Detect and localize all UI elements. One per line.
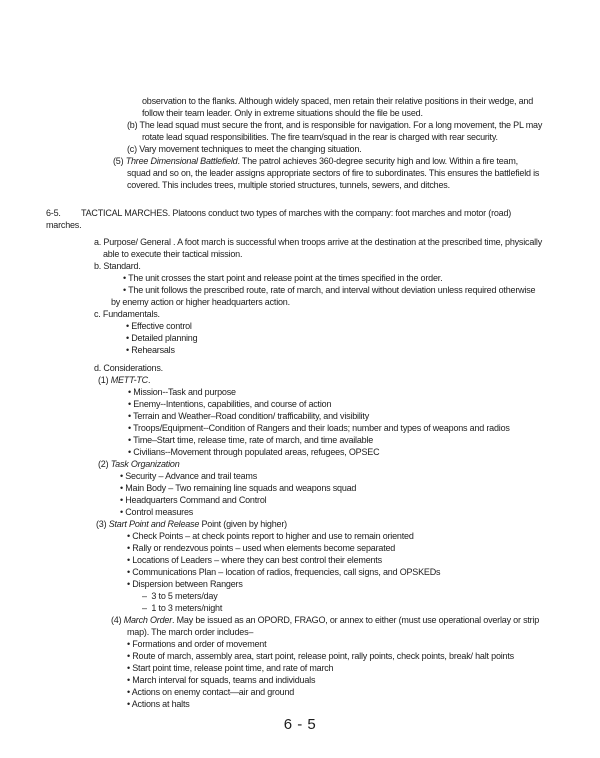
item-5-three-dimensional-line xyxy=(0,179,600,191)
text-segment: (4) xyxy=(111,615,124,625)
mett-tc-bullet-line xyxy=(0,398,600,410)
text-segment: rotate lead squad responsibilities. The fire team/squad in the rear is charged with rear security. xyxy=(142,132,498,142)
text-segment: covered. This includes trees, multiple storied structures, tunnels, sewers, and ditches. xyxy=(127,180,450,190)
start-release-bullet-line xyxy=(0,578,600,590)
text-segment: Three Dimensional Battlefield xyxy=(125,156,238,166)
text-segment: • Troops/Equipment--Condition of Rangers and their loads; number and types of weapons and radios xyxy=(128,423,510,433)
text-segment: • Mission--Task and purpose xyxy=(128,387,236,397)
text-segment: • March interval for squads, teams and individuals xyxy=(127,675,316,685)
text-segment: observation to the flanks. Although widely spaced, men retain their relative positions in their wedge, and xyxy=(142,96,534,106)
text-segment: • The unit follows the prescribed route, rate of march, and interval without deviation unless required otherwise xyxy=(123,285,536,295)
start-release-bullet-line xyxy=(0,542,600,554)
march-order-bullet-line xyxy=(0,674,600,686)
text-segment: marches. xyxy=(46,220,82,230)
text-segment: a. Purpose/ General . A foot march is successful when troops arrive at the destination at the prescribed time, physically xyxy=(94,237,543,247)
text-segment: • Terrain and Weather–Road condition/ trafficability, and visibility xyxy=(128,411,370,421)
start-release-bullet-line xyxy=(0,530,600,542)
text-segment: (2) xyxy=(98,459,111,469)
start-release-bullet-line xyxy=(0,566,600,578)
text-segment: Task Organization xyxy=(110,459,180,469)
item-c-fundamentals-line xyxy=(0,308,600,320)
text-segment: • Check Points – at check points report to higher and use to remain oriented xyxy=(127,531,414,541)
text-segment: • Rally or rendezvous points – used when elements become separated xyxy=(127,543,396,553)
continued-paragraph-line xyxy=(0,95,600,107)
item-4-march-order-line xyxy=(0,626,600,638)
text-segment: • Control measures xyxy=(120,507,194,517)
fundamentals-bullet-line xyxy=(0,320,600,332)
fundamentals-bullet-line xyxy=(0,344,600,356)
text-segment: (3) xyxy=(96,519,109,529)
task-org-bullet-line xyxy=(0,506,600,518)
standard-bullet-line xyxy=(0,284,600,296)
item-2-task-organization-line xyxy=(0,458,600,470)
item-5-three-dimensional-line xyxy=(0,167,600,179)
text-segment: • Time–Start time, release time, rate of march, and time available xyxy=(128,435,374,445)
text-segment: able to execute their tactical mission. xyxy=(103,249,243,259)
task-org-bullet-line xyxy=(0,494,600,506)
item-a-purpose-line xyxy=(0,236,600,248)
march-order-bullet-line xyxy=(0,662,600,674)
subitem-b-line xyxy=(0,131,600,143)
text-segment: March Order xyxy=(123,615,173,625)
text-segment: • Enemy--Intentions, capabilities, and course of action xyxy=(128,399,332,409)
text-segment: • Main Body – Two remaining line squads and weapons squad xyxy=(120,483,357,493)
continued-paragraph-line xyxy=(0,107,600,119)
mett-tc-bullet-line xyxy=(0,434,600,446)
item-1-mett-tc-line xyxy=(0,374,600,386)
text-segment: • Actions on enemy contact—air and ground xyxy=(127,687,295,697)
text-segment: map). The march order includes– xyxy=(127,627,254,637)
dispersion-sub-line xyxy=(0,590,600,602)
text-segment: • Detailed planning xyxy=(126,333,198,343)
text-segment: by enemy action or higher headquarters action. xyxy=(111,297,290,307)
text-segment: • Actions at halts xyxy=(127,699,190,709)
text-segment: • Start point time, release point time, and rate of march xyxy=(127,663,334,673)
text-segment: • Civilians--Movement through populated areas, refugees, OPSEC xyxy=(128,447,380,457)
text-segment: . May be issued as an OPORD, FRAGO, or annex to either (must use operational overlay or strip xyxy=(172,615,540,625)
start-release-bullet-line xyxy=(0,554,600,566)
text-segment: (5) xyxy=(113,156,126,166)
text-segment: – 3 to 5 meters/day xyxy=(142,591,218,601)
section-6-5-heading-line xyxy=(0,219,600,231)
item-4-march-order-line xyxy=(0,614,600,626)
text-segment: • Rehearsals xyxy=(126,345,175,355)
text-segment: • Headquarters Command and Control xyxy=(120,495,267,505)
subitem-b-line xyxy=(0,119,600,131)
march-order-bullet-line xyxy=(0,686,600,698)
item-b-standard-line xyxy=(0,260,600,272)
mett-tc-bullet-line xyxy=(0,422,600,434)
text-segment: . The patrol achieves 360-degree security high and low. Within a fire team, xyxy=(237,156,518,166)
text-segment: • The unit crosses the start point and release point at the times specified in the order. xyxy=(123,273,443,283)
march-order-bullet-line xyxy=(0,698,600,710)
fundamentals-bullet-line xyxy=(0,332,600,344)
text-segment: (b) The lead squad must secure the front, and is responsible for navigation. For a long movement, the PL may xyxy=(127,120,543,130)
text-segment: • Locations of Leaders – where they can best control their elements xyxy=(127,555,382,565)
section-6-5-heading-line xyxy=(0,207,600,219)
text-segment: . xyxy=(147,375,151,385)
dispersion-sub-line xyxy=(0,602,600,614)
text-segment: TACTICAL MARCHES. Platoons conduct two types of marches with the company: foot marches and motor (road) xyxy=(81,208,512,218)
text-segment: • Dispersion between Rangers xyxy=(127,579,243,589)
text-segment: • Formations and order of movement xyxy=(127,639,267,649)
text-segment: • Communications Plan – location of radios, frequencies, call signs, and OPSKEDs xyxy=(127,567,441,577)
item-a-purpose-line xyxy=(0,248,600,260)
task-org-bullet-line xyxy=(0,470,600,482)
text-segment: b. Standard. xyxy=(94,261,141,271)
page-number: 6 - 5 xyxy=(283,716,317,733)
mett-tc-bullet-line xyxy=(0,446,600,458)
text-segment: • Security – Advance and trail teams xyxy=(120,471,258,481)
text-segment: d. Considerations. xyxy=(94,363,163,373)
text-segment: c. Fundamentals. xyxy=(94,309,160,319)
standard-bullet-line xyxy=(0,296,600,308)
march-order-bullet-line xyxy=(0,638,600,650)
item-3-start-release-line xyxy=(0,518,600,530)
task-org-bullet-line xyxy=(0,482,600,494)
text-segment: (1) xyxy=(98,375,111,385)
mett-tc-bullet-line xyxy=(0,386,600,398)
item-5-three-dimensional-line xyxy=(0,155,600,167)
text-segment: squad and so on, the leader assigns appropriate sectors of fire to subordinates. This ensures the battlefield is xyxy=(127,168,540,178)
text-segment: Point (given by higher) xyxy=(199,519,287,529)
text-segment: – 1 to 3 meters/night xyxy=(142,603,223,613)
text-segment: 6-5. xyxy=(46,208,61,218)
text-segment: follow their team leader. Only in extreme situations should the file be used. xyxy=(142,108,423,118)
march-order-bullet-line xyxy=(0,650,600,662)
text-segment: • Effective control xyxy=(126,321,192,331)
item-d-considerations-line xyxy=(0,362,600,374)
standard-bullet-line xyxy=(0,272,600,284)
text-segment: • Route of march, assembly area, start point, release point, rally points, check points, break/ halt points xyxy=(127,651,514,661)
mett-tc-bullet-line xyxy=(0,410,600,422)
text-segment: Start Point and Release xyxy=(108,519,200,529)
text-segment: (c) Vary movement techniques to meet the changing situation. xyxy=(127,144,362,154)
subitem-c-line xyxy=(0,143,600,155)
text-segment: METT-TC xyxy=(110,375,148,385)
